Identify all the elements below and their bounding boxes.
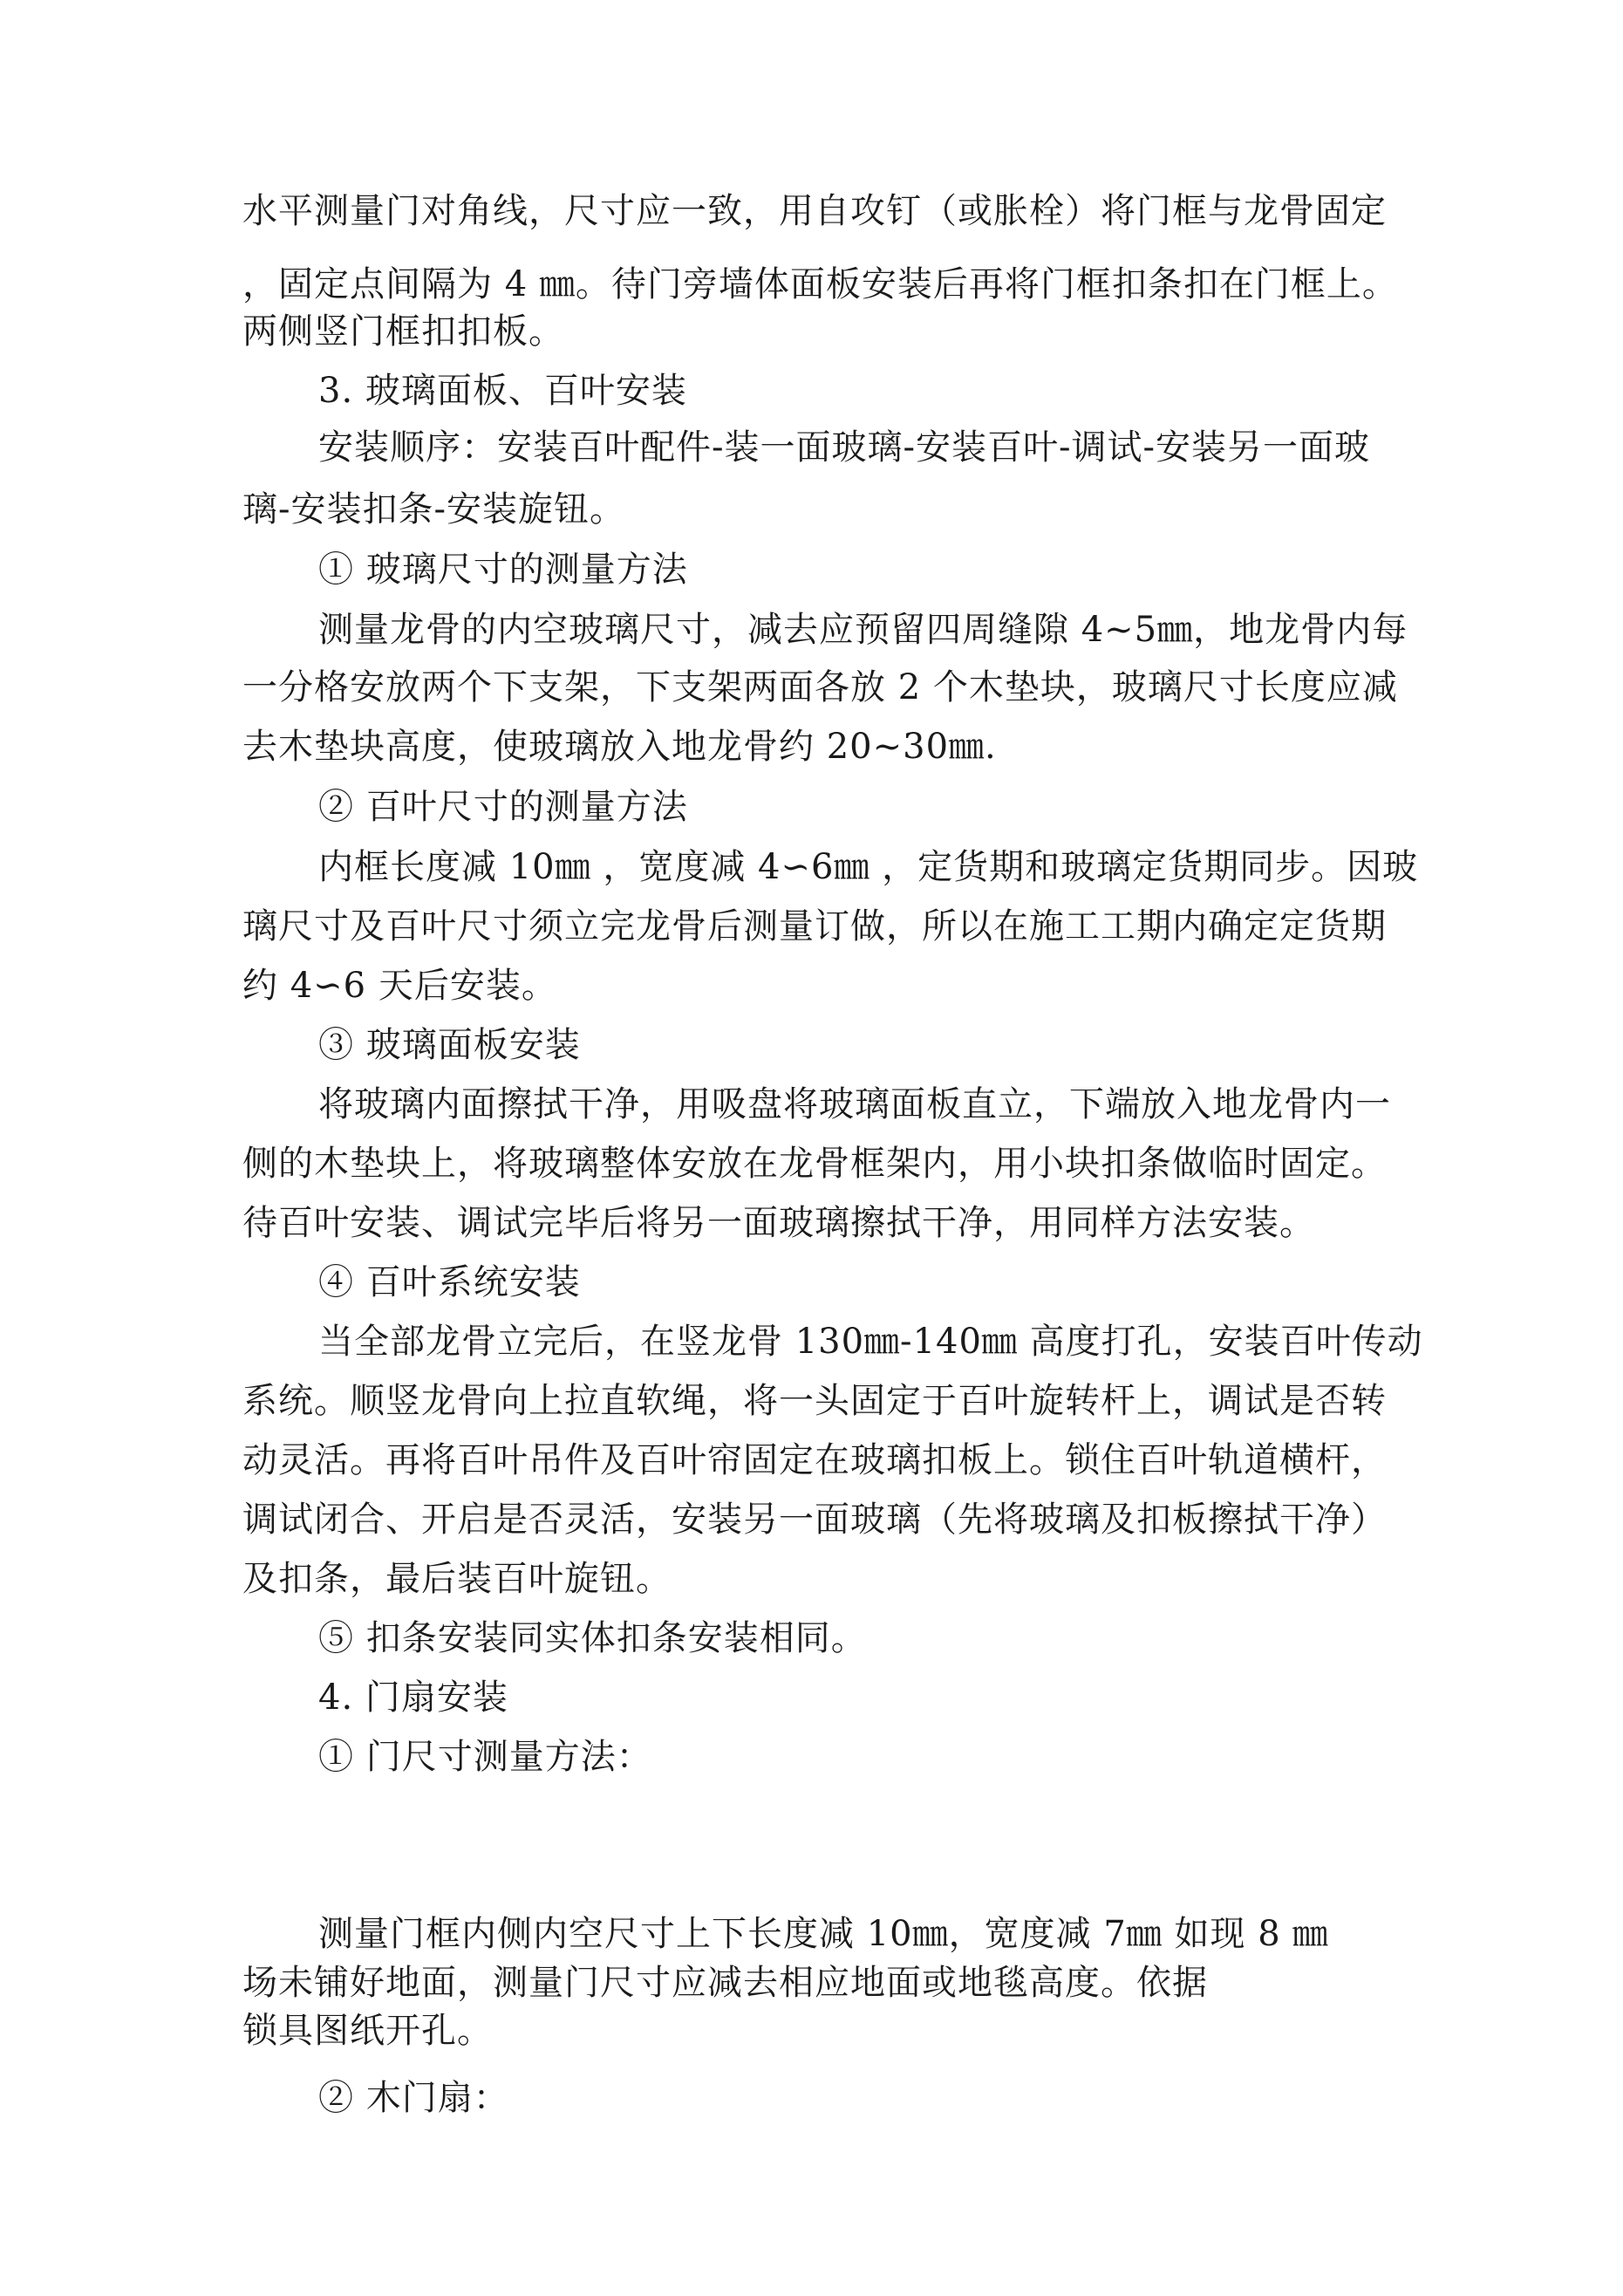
subsection-heading: ③ 玻璃面板安装 (318, 1025, 581, 1065)
subsection-heading: ② 百叶尺寸的测量方法 (318, 787, 688, 827)
paragraph-line: 一分格安放两个下支架，下支架两面各放 2 个木垫块，玻璃尺寸长度应减 (242, 667, 1398, 707)
section-heading: 3. 玻璃面板、百叶安装 (318, 371, 687, 411)
paragraph-line: 璃-安装扣条-安装旋钮。 (242, 489, 626, 530)
paragraph-line: 测量龙骨的内空玻璃尺寸，减去应预留四周缝隙 4~5㎜，地龙骨内每 (318, 610, 1408, 650)
paragraph-line: 当全部龙骨立完后，在竖龙骨 130㎜-140㎜ 高度打孔，安装百叶传动 (318, 1322, 1423, 1362)
subsection-heading: ② 木门扇： (318, 2078, 509, 2118)
paragraph-line: 璃尺寸及百叶尺寸须立完龙骨后测量订做，所以在施工工期内确定定货期 (242, 906, 1387, 946)
paragraph-line: 水平测量门对角线，尺寸应一致，用自攻钉（或胀栓）将门框与龙骨固定 (242, 191, 1387, 231)
paragraph-line: 场未铺好地面，测量门尺寸应减去相应地面或地毯高度。依据 (242, 1963, 1208, 2003)
paragraph-line: 系统。顺竖龙骨向上拉直软绳，将一头固定于百叶旋转杆上，调试是否转 (242, 1381, 1387, 1421)
paragraph-line: 及扣条，最后装百叶旋钮。 (242, 1559, 672, 1599)
subsection-heading: ① 玻璃尺寸的测量方法 (318, 550, 688, 590)
paragraph-line: 锁具图纸开孔。 (242, 2011, 493, 2051)
paragraph-line: 侧的木垫块上，将玻璃整体安放在龙骨框架内，用小块扣条做临时固定。 (242, 1144, 1387, 1184)
subsection-heading: ④ 百叶系统安装 (318, 1262, 581, 1302)
paragraph-line: 约 4∽6 天后安装。 (242, 966, 557, 1006)
paragraph-line: 内框长度减 10㎜ ，宽度减 4∽6㎜ ，定货期和玻璃定货期同步。因玻 (318, 847, 1419, 887)
paragraph-line: ，固定点间隔为 4 ㎜。待门旁墙体面板安装后再将门框扣条扣在门框上。 (242, 264, 1398, 304)
paragraph-line: 调试闭合、开启是否灵活，安装另一面玻璃（先将玻璃及扣板擦拭干净） (242, 1500, 1387, 1540)
paragraph-line: 去木垫块高度，使玻璃放入地龙骨约 20~30㎜. (242, 727, 997, 767)
subsection-heading: ⑤ 扣条安装同实体扣条安装相同。 (318, 1618, 867, 1658)
paragraph-line: 待百叶安装、调试完毕后将另一面玻璃擦拭干净，用同样方法安装。 (242, 1203, 1315, 1243)
subsection-heading: ① 门尺寸测量方法： (318, 1737, 652, 1777)
section-heading: 4. 门扇安装 (318, 1678, 508, 1718)
paragraph-line: 将玻璃内面擦拭干净，用吸盘将玻璃面板直立，下端放入地龙骨内一 (318, 1084, 1391, 1124)
paragraph-line: 测量门框内侧内空尺寸上下长度减 10㎜，宽度减 7㎜ 如现 8 ㎜ (318, 1914, 1329, 1954)
paragraph-line: 两侧竖门框扣扣板。 (242, 311, 564, 352)
paragraph-line: 动灵活。再将百叶吊件及百叶帘固定在玻璃扣板上。锁住百叶轨道横杆， (242, 1440, 1387, 1480)
paragraph-line: 安装顺序：安装百叶配件-装一面玻璃-安装百叶-调试-安装另一面玻 (318, 427, 1371, 468)
